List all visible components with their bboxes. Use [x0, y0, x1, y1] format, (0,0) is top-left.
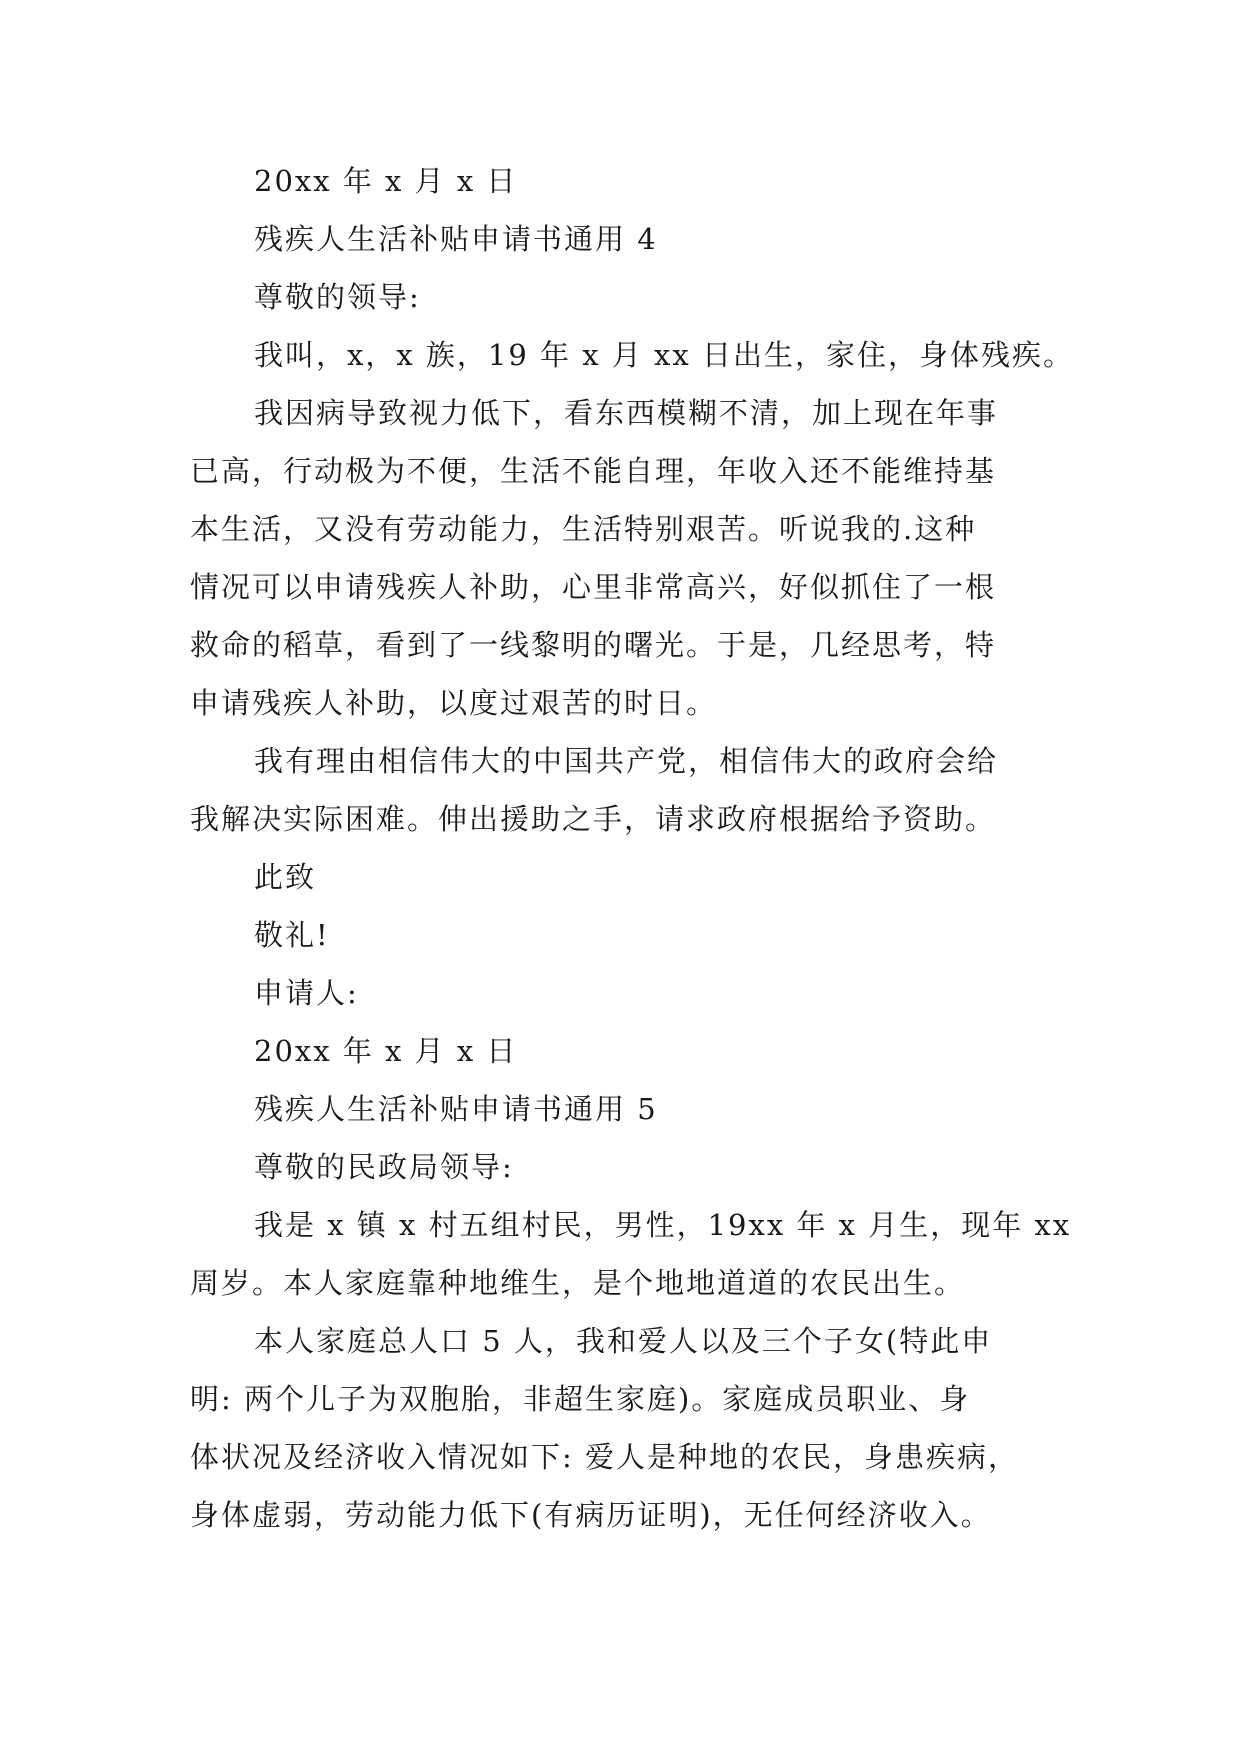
- paragraph-line: 已高，行动极为不便，生活不能自理，年收入还不能维持基: [190, 454, 997, 488]
- paragraph-line: 我解决实际困难。伸出援助之手，请求政府根据给予资助。: [190, 802, 997, 836]
- paragraph-line: 我有理由相信伟大的中国共产党，相信伟大的政府会给: [254, 744, 999, 778]
- paragraph-line: 救命的稻草，看到了一线黎明的曙光。于是，几经思考，特: [190, 628, 997, 662]
- closing-line: 此致: [254, 860, 317, 894]
- paragraph-line: 我是 x 镇 x 村五组村民，男性，19xx 年 x 月生，现年 xx: [254, 1208, 1072, 1242]
- section-title-4: 残疾人生活补贴申请书通用 4: [254, 222, 658, 256]
- paragraph-line: 体状况及经济收入情况如下: 爱人是种地的农民，身患疾病，: [190, 1440, 1019, 1474]
- paragraph-line: 申请残疾人补助，以度过艰苦的时日。: [190, 686, 718, 720]
- applicant-line: 申请人:: [254, 976, 359, 1010]
- document-body: [190, 152, 1074, 1544]
- paragraph-line: 明: 两个儿子为双胞胎，非超生家庭)。家庭成员职业、身: [190, 1382, 971, 1416]
- closing-line: 敬礼!: [254, 918, 330, 952]
- date-line: 20xx 年 x 月 x 日: [254, 1034, 518, 1068]
- salutation: 尊敬的领导:: [254, 280, 421, 314]
- section-title-5: 残疾人生活补贴申请书通用 5: [254, 1092, 658, 1126]
- salutation: 尊敬的民政局领导:: [254, 1150, 514, 1184]
- paragraph-line: 我叫，x，x 族，19 年 x 月 xx 日出生，家住，身体残疾。: [254, 338, 1074, 372]
- date-line: 20xx 年 x 月 x 日: [254, 164, 518, 198]
- paragraph-line: 周岁。本人家庭靠种地维生，是个地地道道的农民出生。: [190, 1266, 966, 1300]
- paragraph-line: 情况可以申请残疾人补助，心里非常高兴，好似抓住了一根: [190, 570, 997, 604]
- paragraph-line: 本人家庭总人口 5 人，我和爱人以及三个子女(特此申: [254, 1324, 993, 1358]
- paragraph-line: 我因病导致视力低下，看东西模糊不清，加上现在年事: [254, 396, 999, 430]
- paragraph-line: 身体虚弱，劳动能力低下(有病历证明)，无任何经济收入。: [190, 1498, 992, 1532]
- paragraph-line: 本生活，又没有劳动能力，生活特别艰苦。听说我的.这种: [190, 512, 977, 546]
